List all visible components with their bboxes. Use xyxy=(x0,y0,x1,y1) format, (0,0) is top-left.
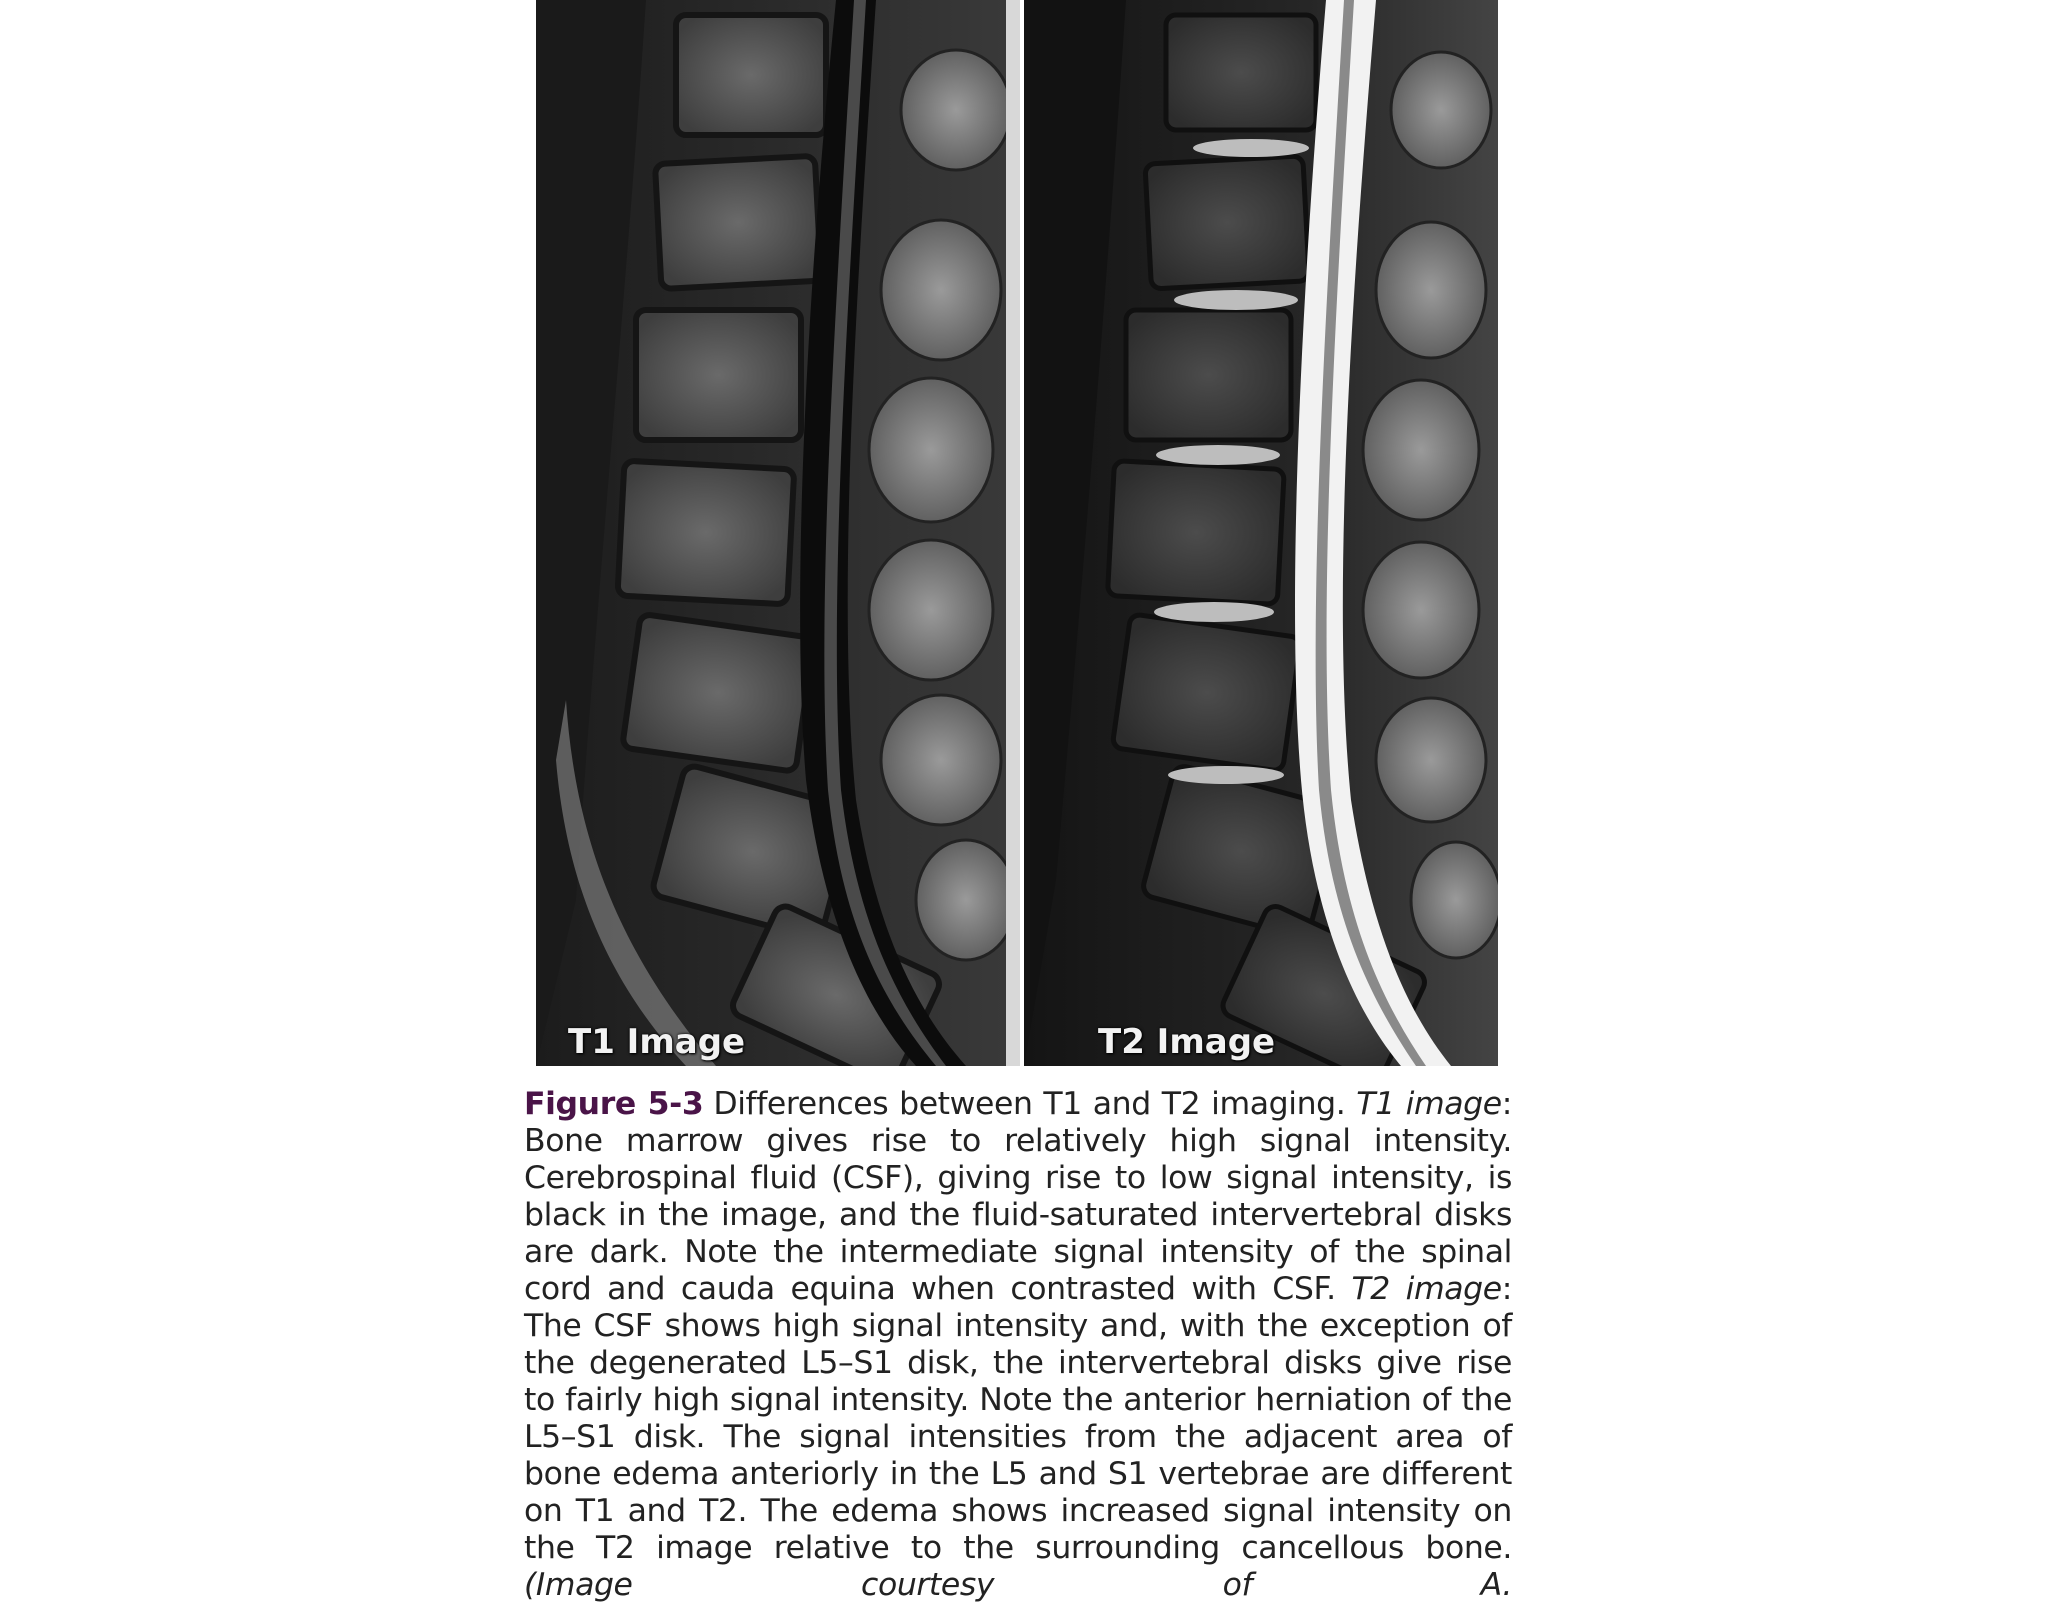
t1-panel xyxy=(536,0,1020,1066)
caption-t1-text: : Bone marrow gives rise to relatively high signal intensity. Cerebrospinal fluid (CSF), giving rise to low signal intensity, is black in the image, and the fluid-saturated intervertebral disks are dark. Note the intermediate signal intensity of the spinal cord and cauda equina when contrasted with CSF. xyxy=(524,1086,1512,1307)
caption-t2-term: T2 image xyxy=(1351,1271,1502,1307)
t2-panel xyxy=(1024,0,1498,1066)
caption-lead: Differences between T1 and T2 imaging. xyxy=(713,1086,1346,1122)
caption-credit: (Image courtesy of A. xyxy=(524,1567,1512,1603)
mri-image xyxy=(536,0,1498,1066)
figure-caption xyxy=(524,1086,1512,1604)
caption-t1-term: T1 image xyxy=(1356,1086,1502,1122)
caption-t2-text: : The CSF shows high signal intensity and, with the exception of the degenerated L5–S1 disk, the intervertebral disks give rise to fairly high signal intensity. Note the anterior herniation of the L5–S1 disk. The signal intensities from the adjacent area of bone edema anteriorly in the L5 and S1 vertebrae are different on T1 and T2. The edema shows increased signal intensity on the T2 image relative to the surrounding cancellous bone. xyxy=(524,1271,1512,1566)
t1-panel-label: T1 Image xyxy=(568,1022,746,1062)
figure-number: Figure 5-3 xyxy=(524,1086,704,1122)
mri-figure xyxy=(536,0,1498,1066)
t2-panel-label: T2 Image xyxy=(1098,1022,1276,1062)
